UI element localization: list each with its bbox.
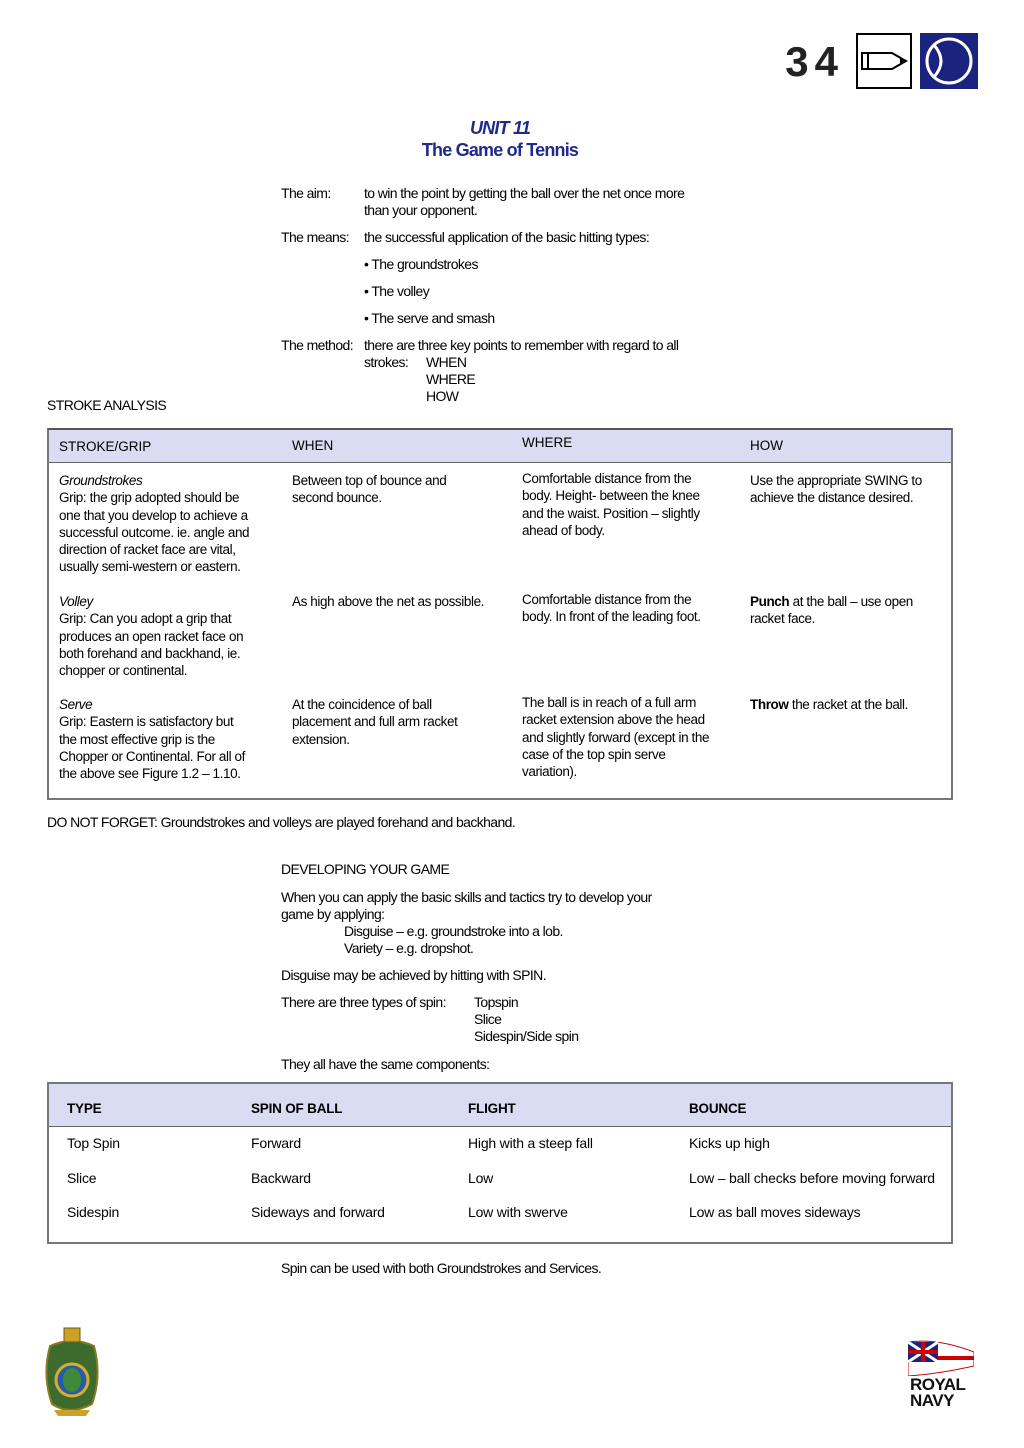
cell-spin: Forward	[251, 1135, 301, 1151]
bullet-groundstrokes: • The groundstrokes	[364, 256, 478, 272]
table-row-volley-when	[292, 593, 517, 610]
stroke-name: Serve	[59, 697, 93, 712]
method-text-1: there are three key points to remember with regard to all	[364, 337, 679, 353]
how-emphasis: Punch	[750, 594, 790, 609]
where-line: Comfortable distance from the	[522, 592, 692, 607]
how-text: the racket at the ball.	[788, 697, 908, 712]
grip-line: produces an open racket face on	[59, 628, 244, 644]
stroke-name: Volley	[59, 594, 93, 609]
when-line: As high above the net as possible.	[292, 594, 485, 609]
how-line: racket face.	[750, 611, 815, 627]
cell-type: Sidespin	[67, 1204, 120, 1220]
header-when: WHEN	[292, 438, 334, 453]
closing-line: Spin can be used with both Groundstrokes and Services.	[281, 1260, 602, 1276]
where-line: racket extension above the head	[522, 712, 705, 728]
developing-line-2: game by applying:	[281, 906, 385, 922]
components-line: They all have the same components:	[281, 1056, 490, 1072]
when-line: placement and full arm racket	[292, 714, 458, 730]
royal-navy-flag-icon	[908, 1340, 974, 1376]
header-where: WHERE	[522, 435, 573, 450]
where-line: and slightly forward (except in the	[522, 729, 710, 745]
pencil-icon	[856, 33, 912, 89]
aim-text-1: to win the point by getting the ball over the net once more	[364, 185, 685, 201]
cell-type: Slice	[67, 1170, 97, 1186]
where-line: The ball is in reach of a full arm	[522, 695, 696, 710]
grip-line: successful outcome. ie. angle and	[59, 524, 250, 540]
table-row-groundstrokes-how	[750, 472, 950, 507]
means-text: the successful application of the basic hitting types:	[364, 229, 650, 245]
cell-spin: Sideways and forward	[251, 1204, 385, 1220]
method-label: The method:	[281, 337, 353, 353]
grip-line: Grip: Eastern is satisfactory but	[59, 714, 234, 730]
cell-flight: High with a steep fall	[468, 1135, 593, 1151]
where-line: and the waist. Position – slightly	[522, 505, 700, 521]
header-stroke-grip: STROKE/GRIP	[59, 439, 152, 454]
navy-line-1: ROYAL	[910, 1375, 966, 1394]
table-row-groundstrokes-where	[522, 470, 742, 539]
bullet-volley: • The volley	[364, 283, 430, 299]
cell-flight: Low	[468, 1170, 494, 1186]
point-when: WHEN	[426, 354, 467, 370]
header-how: HOW	[750, 438, 783, 453]
cell-flight: Low with swerve	[468, 1204, 568, 1220]
table-row-volley-where	[522, 591, 742, 626]
header-spin-of-ball: SPIN OF BALL	[251, 1101, 343, 1116]
navy-line-2: NAVY	[910, 1391, 954, 1410]
grip-line: the above see Figure 1.2 – 1.10.	[59, 766, 241, 782]
method-text-2: strokes:	[364, 354, 409, 370]
tennis-ball-icon	[920, 33, 978, 89]
cell-spin: Backward	[251, 1170, 311, 1186]
royal-navy-wordmark	[910, 1377, 965, 1409]
point-where: WHERE	[426, 371, 476, 387]
grip-line: one that you develop to achieve a	[59, 507, 248, 523]
grip-line: chopper or continental.	[59, 663, 188, 679]
table-row-groundstrokes-when	[292, 472, 512, 507]
stroke-name: Groundstrokes	[59, 473, 143, 488]
stroke-table	[47, 428, 953, 800]
when-line: extension.	[292, 731, 350, 747]
developing-heading: DEVELOPING YOUR GAME	[281, 861, 450, 877]
do-not-forget-note: DO NOT FORGET: Groundstrokes and volleys are played forehand and backhand.	[47, 814, 516, 830]
where-line: case of the top spin serve	[522, 746, 666, 762]
grip-line: Chopper or Continental. For all of	[59, 748, 246, 764]
where-line: ahead of body.	[522, 522, 605, 538]
how-line: achieve the distance desired.	[750, 490, 914, 506]
where-line: body. Height- between the knee	[522, 488, 700, 504]
table-row-serve-how	[750, 696, 950, 713]
stroke-analysis-heading: STROKE ANALYSIS	[47, 397, 167, 413]
how-line	[750, 593, 950, 610]
means-label: The means:	[281, 229, 349, 245]
cell-type: Top Spin	[67, 1135, 120, 1151]
point-how: HOW	[426, 388, 459, 404]
spin-table	[47, 1082, 953, 1244]
cell-bounce: Low – ball checks before moving forward	[689, 1170, 935, 1186]
table-row-groundstrokes-grip	[59, 472, 274, 576]
cell-bounce: Low as ball moves sideways	[689, 1204, 861, 1220]
table-row-volley-how	[750, 593, 950, 628]
spin-table-header	[49, 1084, 951, 1127]
table-row-volley-grip	[59, 593, 274, 679]
developing-line-1: When you can apply the basic skills and tactics try to develop your	[281, 889, 652, 905]
grip-line: direction of racket face are vital,	[59, 542, 236, 558]
table-row-serve-where	[522, 694, 747, 780]
spin-line: Disguise may be achieved by hitting with SPIN.	[281, 967, 546, 983]
unit-title: UNIT 11	[469, 118, 531, 138]
page-number: 34	[785, 38, 844, 85]
stroke-table-header	[49, 430, 951, 463]
how-line	[750, 696, 950, 713]
grip-line: the most effective grip is the	[59, 731, 215, 747]
bullet-serve: • The serve and smash	[364, 310, 495, 326]
when-line: At the coincidence of ball	[292, 697, 432, 712]
where-line: body. In front of the leading foot.	[522, 609, 701, 625]
header-flight: FLIGHT	[468, 1101, 516, 1116]
grip-line: Grip: the grip adopted should be	[59, 490, 240, 506]
spin-type-topspin: Topspin	[474, 994, 519, 1010]
grip-line: Grip: Can you adopt a grip that	[59, 611, 232, 627]
header-bounce: BOUNCE	[689, 1101, 747, 1116]
royal-marines-crest-icon	[40, 1326, 104, 1418]
table-row-serve-when	[292, 696, 512, 748]
how-emphasis: Throw	[750, 697, 789, 712]
page-title: The Game of Tennis	[421, 140, 579, 160]
spin-types-line: There are three types of spin:	[281, 994, 446, 1010]
how-text: at the ball – use open	[789, 594, 913, 609]
disguise-example: Disguise – e.g. groundstroke into a lob.	[344, 923, 563, 939]
aim-label: The aim:	[281, 185, 331, 201]
when-line: second bounce.	[292, 490, 382, 506]
spin-type-sidespin: Sidespin/Side spin	[474, 1028, 579, 1044]
header-type: TYPE	[67, 1101, 102, 1116]
aim-text-2: than your opponent.	[364, 202, 478, 218]
how-line: Use the appropriate SWING to	[750, 473, 922, 488]
table-row-serve-grip	[59, 696, 274, 782]
grip-line: usually semi-western or eastern.	[59, 559, 241, 575]
cell-bounce: Kicks up high	[689, 1135, 770, 1151]
where-line: Comfortable distance from the	[522, 471, 692, 486]
grip-line: both forehand and backhand, ie.	[59, 645, 241, 661]
spin-type-slice: Slice	[474, 1011, 502, 1027]
variety-example: Variety – e.g. dropshot.	[344, 940, 474, 956]
where-line: variation).	[522, 764, 577, 780]
when-line: Between top of bounce and	[292, 473, 447, 488]
